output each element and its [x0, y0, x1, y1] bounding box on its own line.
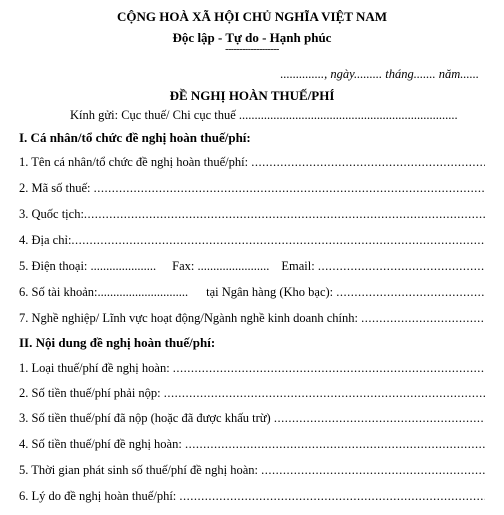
- tax-type-field[interactable]: [173, 361, 485, 376]
- email-label: Email:: [281, 259, 315, 273]
- date-year-dots: ......: [460, 67, 479, 81]
- tax-code-field[interactable]: [94, 181, 485, 196]
- refund-amount-field[interactable]: [185, 437, 485, 452]
- form-row-bank-account: [19, 285, 485, 300]
- recipient-label: Kính gửi: Cục thuế/ Chi cục thuế: [70, 108, 236, 122]
- recipient-line: [70, 108, 458, 123]
- bank-label: tại Ngân hàng (Kho bạc):: [206, 285, 334, 299]
- field-label: 4. Số tiền thuế/phí đề nghị hoàn:: [19, 437, 182, 451]
- form-row-refund-amount: [19, 437, 485, 452]
- document-title: ĐỀ NGHỊ HOÀN THUẾ/PHÍ: [169, 88, 335, 103]
- field-label: 1. Tên cá nhân/tổ chức đề nghị hoàn thuế/phí:: [19, 155, 249, 169]
- form-row-address: [19, 233, 485, 248]
- field-label: 2. Số tiền thuế/phí phải nộp:: [19, 386, 161, 400]
- recipient-field[interactable]: ......................................................................: [238, 108, 458, 122]
- tax-paid-field[interactable]: [274, 411, 485, 426]
- field-label: 7. Nghề nghiệp/ Lĩnh vực hoạt động/Ngành nghề kinh doanh chính:: [19, 311, 359, 325]
- date-day-dots: .........: [353, 67, 383, 81]
- section-2-heading: II. Nội dung đề nghị hoàn thuế/phí:: [19, 335, 216, 350]
- field-label: 3. Số tiền thuế/phí đã nộp (hoặc đã được khấu trừ): [19, 411, 271, 425]
- field-label: 5. Thời gian phát sinh số thuế/phí đề nghị hoàn:: [19, 463, 258, 477]
- field-label: 2. Mã số thuế:: [19, 181, 91, 195]
- tax-payable-field[interactable]: [164, 386, 485, 401]
- field-label: 3. Quốc tịch:: [19, 207, 84, 221]
- form-row-tax-code: [19, 181, 485, 196]
- date-month-dots: .......: [413, 67, 436, 81]
- form-row-occupation: [19, 311, 485, 326]
- fax-label: Fax:: [172, 259, 195, 273]
- phone-label: 5. Điện thoại:: [19, 259, 88, 273]
- occupation-field[interactable]: [361, 311, 485, 326]
- country-name: CỘNG HOÀ XÃ HỘI CHỦ NGHĨA VIỆT NAM: [116, 9, 388, 24]
- form-row-refund-reason: [19, 489, 485, 504]
- field-label: 6. Lý do đề nghị hoàn thuế/phí:: [19, 489, 177, 503]
- nationality-field[interactable]: [84, 207, 485, 222]
- date-line: [280, 67, 479, 82]
- form-row-tax-payable: [19, 386, 485, 401]
- form-row-refund-period: [19, 463, 485, 478]
- date-year-label: năm: [438, 67, 461, 81]
- bank-field[interactable]: [336, 285, 485, 300]
- form-row-contact: [19, 259, 485, 274]
- applicant-name-field[interactable]: [251, 155, 485, 170]
- date-place-dots: ..............,: [280, 67, 328, 81]
- phone-field[interactable]: .....................: [90, 259, 157, 273]
- fax-field[interactable]: .......................: [197, 259, 270, 273]
- account-label: 6. Số tài khoản:: [19, 285, 98, 299]
- refund-period-field[interactable]: [261, 463, 485, 478]
- motto-underline: -------------------: [225, 44, 279, 55]
- form-row-tax-paid: [19, 411, 485, 426]
- form-row-tax-type: [19, 361, 485, 376]
- date-day-label: ngày: [330, 67, 354, 81]
- refund-reason-field[interactable]: [179, 489, 485, 504]
- national-motto: Độc lập - Tự do - Hạnh phúc: [172, 30, 332, 45]
- account-field[interactable]: .............................: [97, 285, 189, 299]
- date-month-label: tháng: [385, 67, 414, 81]
- field-label: 1. Loại thuế/phí đề nghị hoàn:: [19, 361, 170, 375]
- field-label: 4. Địa chỉ:: [19, 233, 72, 247]
- section-1-heading: I. Cá nhân/tổ chức đề nghị hoàn thuế/phí:: [19, 130, 251, 145]
- email-field[interactable]: [318, 259, 485, 274]
- form-row-applicant-name: [19, 155, 485, 170]
- address-field[interactable]: [71, 233, 485, 248]
- form-row-nationality: [19, 207, 485, 222]
